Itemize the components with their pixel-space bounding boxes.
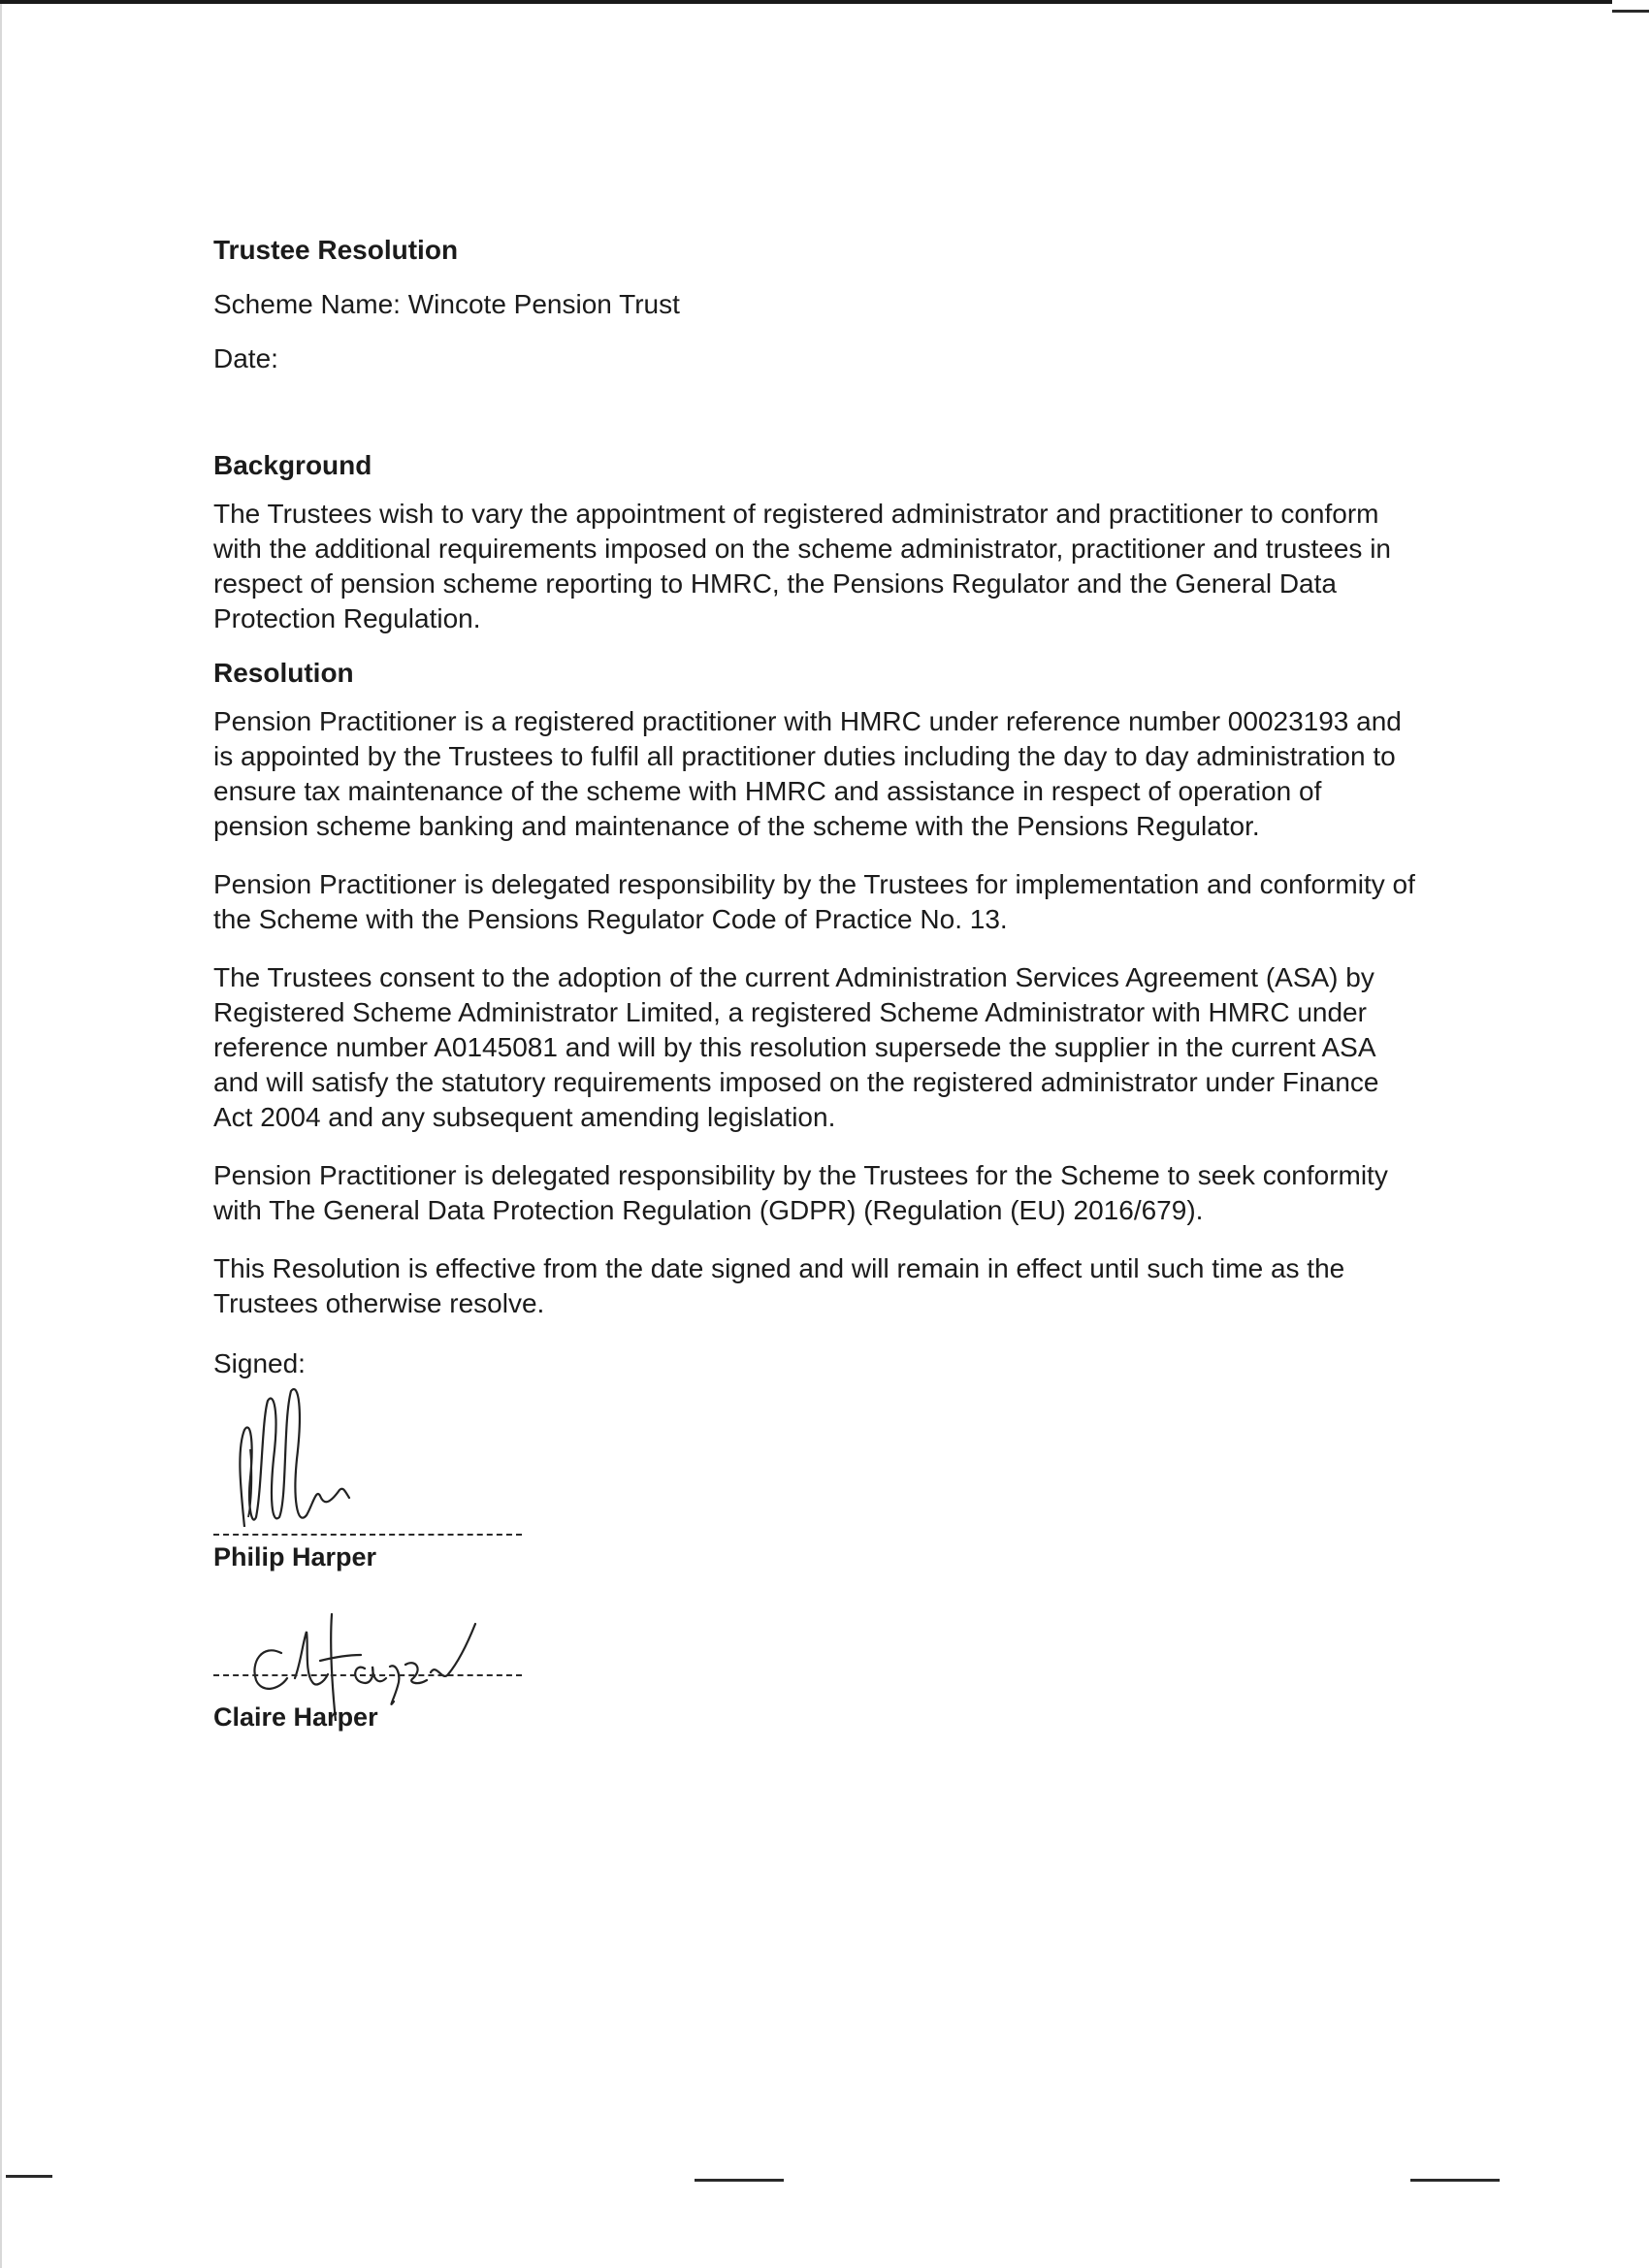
background-paragraph: The Trustees wish to vary the appointment of registered administrator and practitioner to conform with the additional requirements imposed on the scheme administrator, practitioner and trustees in respect of pension scheme reporting to HMRC, the Pensions Regulator and the General Data Protection Regulation. xyxy=(213,499,1391,633)
document-title: Trustee Resolution xyxy=(213,235,459,265)
signatory-name-claire: Claire Harper xyxy=(213,1702,378,1732)
resolution-paragraph-3: The Trustees consent to the adoption of the current Administration Services Agreement (ASA) by Registered Scheme Administrator Limited, a registered Scheme Administrator with HMRC under reference number A0145081 and will by this resolution supersede the supplier in the current ASA and will satisfy the statutory requirements imposed on the registered administrator under Finance Act 2004 and any subsequent amending legislation. xyxy=(213,962,1379,1132)
resolution-paragraph-4: Pension Practitioner is delegated responsibility by the Trustees for the Scheme to seek conformity with The General Data Protection Regulation (GDPR) (Regulation (EU) 2016/679). xyxy=(213,1160,1388,1225)
resolution-paragraph-1: Pension Practitioner is a registered practitioner with HMRC under reference number 00023193 and is appointed by the Trustees to fulfil all practitioner duties including the day to day administration to ensure tax maintenance of the scheme with HMRC and assistance in respect of operation of pension scheme banking and maintenance of the scheme with the Pensions Regulator. xyxy=(213,706,1402,841)
scan-edge-top xyxy=(0,0,1612,4)
scan-edge-left xyxy=(0,0,2,2268)
scheme-name: Scheme Name: Wincote Pension Trust xyxy=(213,289,680,319)
background-heading: Background xyxy=(213,450,372,480)
signature-line-philip xyxy=(213,1534,522,1536)
resolution-paragraph-5: This Resolution is effective from the date signed and will remain in effect until such time as the Trustees otherwise resolve. xyxy=(213,1253,1345,1318)
signature-claire-harper xyxy=(223,1585,514,1721)
signature-block-claire xyxy=(213,1585,1416,1750)
scan-edge-top-tail xyxy=(1612,10,1649,13)
date-label: Date: xyxy=(213,343,278,373)
signatory-name-philip: Philip Harper xyxy=(213,1542,377,1571)
signature-block-philip xyxy=(213,1381,1416,1571)
signature-philip-harper xyxy=(223,1381,436,1527)
document-page xyxy=(213,233,1416,1750)
signature-line-claire xyxy=(213,1674,522,1676)
signed-label: Signed: xyxy=(213,1348,306,1378)
scan-mark-bottom-center xyxy=(695,2179,784,2182)
resolution-paragraph-2: Pension Practitioner is delegated responsibility by the Trustees for implementation and conformity of the Scheme with the Pensions Regulator Code of Practice No. 13. xyxy=(213,869,1415,934)
resolution-heading: Resolution xyxy=(213,658,354,688)
scan-mark-bottom-left xyxy=(6,2175,52,2178)
scan-mark-bottom-right xyxy=(1410,2179,1500,2182)
